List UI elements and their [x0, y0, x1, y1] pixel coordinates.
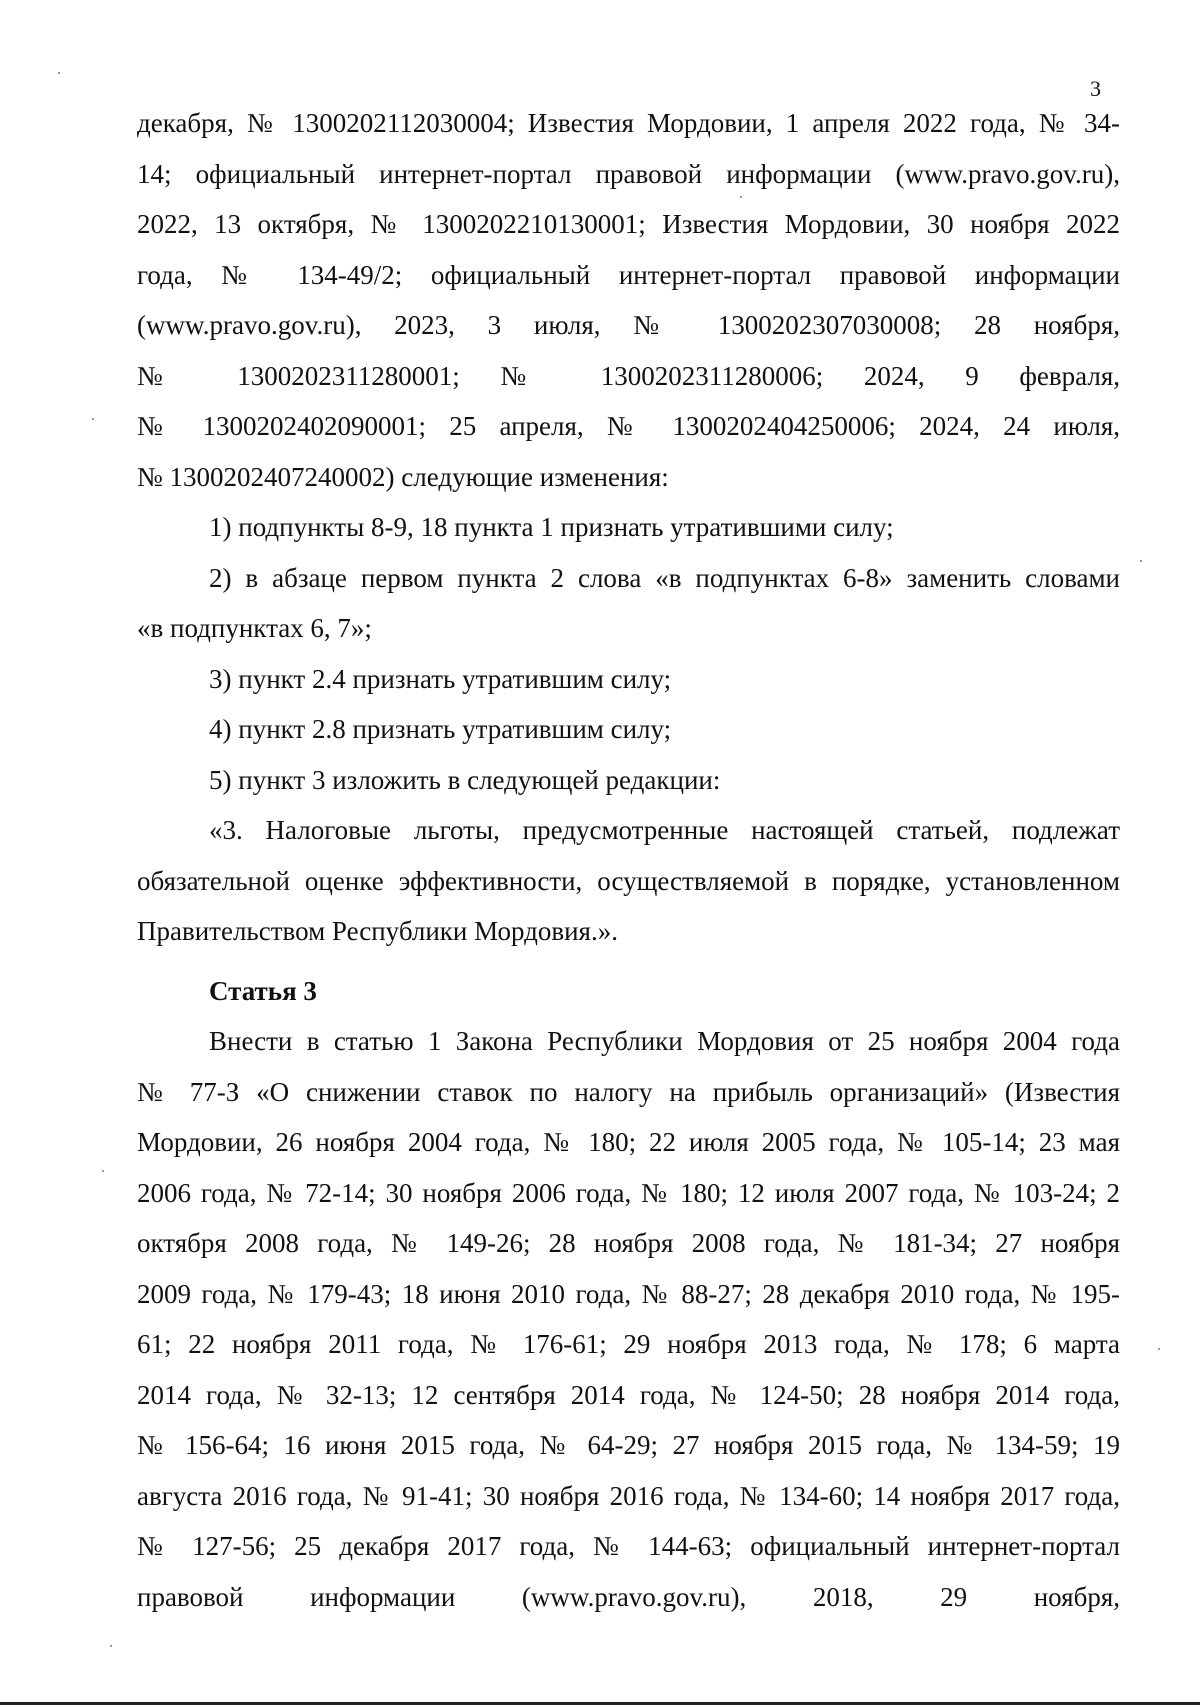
text-line: правовой информации (www.pravo.gov.ru), 2018, 29 ноября,: [137, 1581, 1120, 1612]
quoted-text-line: обязательной оценке эффективности, осуществляемой в порядке, установленном: [137, 865, 1120, 896]
text-line: 14; официальный интернет-портал правовой информации (www.pravo.gov.ru),: [137, 158, 1120, 189]
text-line: года, № 134-49/2; официальный интернет-портал правовой информации: [137, 259, 1120, 290]
text-line: «в подпунктах 6, 7»;: [137, 613, 372, 643]
text-line: декабря, № 1300202112030004; Известия Мордовии, 1 апреля 2022 года, № 34-: [137, 108, 1120, 138]
amendments-list: [137, 502, 1120, 957]
scan-speck: [110, 1645, 112, 1647]
text-line: № 77-З «О снижении ставок по налогу на прибыль организаций» (Известия: [137, 1076, 1120, 1107]
text-line: Внести в статью 1 Закона Республики Мордовия от 25 ноября 2004 года: [209, 1026, 1120, 1056]
quoted-text-line: Правительством Республики Мордовия.».: [137, 916, 618, 946]
text-line: Мордовии, 26 ноября 2004 года, № 180; 22 июля 2005 года, № 105-14; 23 мая: [137, 1127, 1120, 1157]
continuation-paragraph: [137, 98, 1120, 502]
scan-edge: [0, 1702, 1200, 1705]
scan-speck: [92, 418, 94, 420]
scan-speck: [58, 72, 60, 74]
text-line: № 1300202402090001; 25 апреля, № 1300202404250006; 2024, 24 июля,: [137, 411, 1120, 441]
text-line: 61; 22 ноября 2011 года, № 176-61; 29 ноября 2013 года, № 178; 6 марта: [137, 1329, 1120, 1359]
text-line: 2014 года, № 32-13; 12 сентября 2014 года, № 124-50; 28 ноября 2014 года,: [137, 1379, 1120, 1410]
text-line: 2009 года, № 179-43; 18 июня 2010 года, № 88-27; 28 декабря 2010 года, № 195-: [137, 1278, 1120, 1309]
scan-speck: [102, 1170, 104, 1172]
text-line: № 156-64; 16 июня 2015 года, № 64-29; 27 ноября 2015 года, № 134-59; 19: [137, 1430, 1120, 1460]
amendment-item: 3) пункт 2.4 признать утратившим силу;: [209, 663, 672, 694]
amendment-item: 2) в абзаце первом пункта 2 слова «в подпунктах 6-8» заменить словами: [209, 562, 1120, 593]
text-line: 2006 года, № 72-14; 30 ноября 2006 года, № 180; 12 июля 2007 года, № 103-24; 2: [137, 1177, 1120, 1208]
article-3-paragraph: [137, 1016, 1120, 1622]
text-line: 2022, 13 октября, № 1300202210130001; Известия Мордовии, 30 ноября 2022: [137, 209, 1120, 239]
page-number: 3: [1090, 76, 1101, 101]
text-line: (www.pravo.gov.ru), 2023, 3 июля, № 1300202307030008; 28 ноября,: [137, 310, 1120, 340]
amendment-item: 1) подпункты 8-9, 18 пункта 1 признать утратившими силу;: [209, 512, 894, 542]
scan-speck: [1140, 560, 1142, 562]
amendment-item: 4) пункт 2.8 признать утратившим силу;: [209, 714, 672, 744]
amendment-item: 5) пункт 3 изложить в следующей редакции:: [209, 764, 721, 795]
scan-speck: [1158, 1348, 1160, 1350]
quoted-text-line: «3. Налоговые льготы, предусмотренные настоящей статьей, подлежат: [209, 815, 1120, 845]
scan-speck: [740, 196, 742, 198]
text-line: августа 2016 года, № 91-41; 30 ноября 2016 года, № 134-60; 14 ноября 2017 года,: [137, 1480, 1120, 1511]
text-line: № 1300202311280001; № 1300202311280006; 2024, 9 февраля,: [137, 360, 1120, 391]
text-line: № 1300202407240002) следующие изменения:: [137, 461, 669, 492]
text-line: октября 2008 года, № 149-26; 28 ноября 2008 года, № 181-34; 27 ноября: [137, 1228, 1120, 1258]
text-line: № 127-56; 25 декабря 2017 года, № 144-63; официальный интернет-портал: [137, 1531, 1120, 1561]
article-heading: Статья 3: [209, 976, 317, 1006]
